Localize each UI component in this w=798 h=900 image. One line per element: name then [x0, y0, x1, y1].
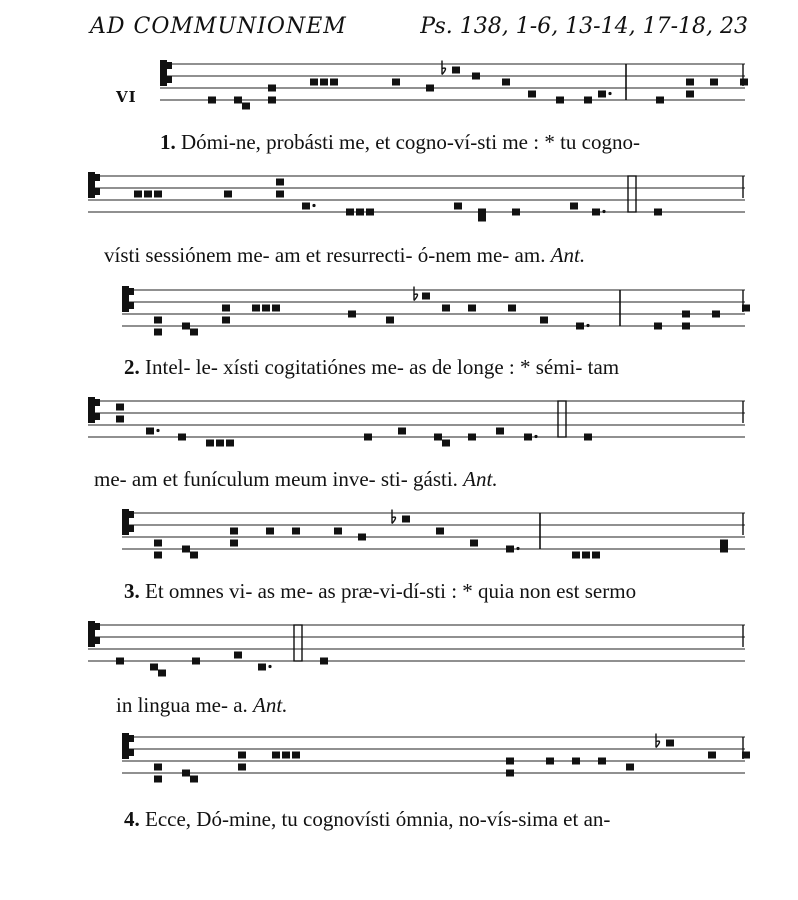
lyric-text: vísti sessiónem me- am et resurrecti- ó-nem me- am.	[104, 243, 546, 267]
neume	[230, 540, 238, 547]
flat-sign	[414, 287, 418, 301]
neume	[154, 552, 162, 559]
neume	[592, 552, 600, 559]
neume	[398, 428, 406, 435]
neume	[468, 434, 476, 441]
neume	[436, 528, 444, 535]
lyric-line-5	[124, 578, 636, 604]
do-clef	[88, 172, 100, 198]
neume	[310, 79, 318, 86]
neume	[146, 428, 154, 435]
lyric-text: Et omnes vi- as me- as præ-vi-dí-sti : * quia non est sermo	[145, 579, 637, 603]
lyric-text: in lingua me- a.	[116, 693, 248, 717]
neume	[222, 317, 230, 324]
neume	[570, 203, 578, 210]
neume	[422, 293, 430, 300]
neume	[540, 317, 548, 324]
neume	[276, 179, 284, 186]
neume	[386, 317, 394, 324]
neume	[182, 770, 190, 777]
neume	[208, 97, 216, 104]
neume	[666, 740, 674, 747]
mode-label: VI	[116, 88, 137, 106]
neume	[598, 91, 606, 98]
neume	[206, 440, 214, 447]
page-header	[90, 14, 748, 44]
neume	[686, 79, 694, 86]
neume	[190, 329, 198, 336]
page-title: AD COMMUNIONEM	[90, 14, 347, 39]
neume	[348, 311, 356, 318]
staff-line-5	[122, 509, 745, 557]
verse-number: 2.	[124, 355, 140, 379]
neume	[556, 97, 564, 104]
neume	[292, 528, 300, 535]
neume	[134, 191, 142, 198]
neume	[512, 209, 520, 216]
neume	[154, 317, 162, 324]
lyric-line-4	[94, 466, 498, 492]
neume	[154, 764, 162, 771]
lyric-text: Intel- le- xísti cogitatiónes me- as de longe : * sémi- tam	[145, 355, 620, 379]
neume	[190, 776, 198, 783]
neume	[708, 752, 716, 759]
neume	[452, 67, 460, 74]
neume	[710, 79, 718, 86]
staff-line-6	[88, 621, 745, 669]
neume	[302, 203, 310, 210]
neume	[238, 764, 246, 771]
neume	[182, 323, 190, 330]
psalm-reference: Ps. 138, 1-6, 13-14, 17-18, 23	[420, 14, 748, 39]
lyric-text: Ecce, Dó-mine, tu cognovísti ómnia, no-vís-sima et an-	[145, 807, 611, 831]
neume	[508, 305, 516, 312]
neume	[506, 758, 514, 765]
neume	[528, 91, 536, 98]
neume	[238, 752, 246, 759]
neume	[478, 209, 486, 216]
neume	[576, 323, 584, 330]
neume	[524, 434, 532, 441]
neume	[654, 209, 662, 216]
morae-dot	[268, 665, 271, 668]
neume	[654, 323, 662, 330]
staff-line-7	[122, 733, 745, 781]
flat-sign	[656, 734, 660, 748]
neume	[454, 203, 462, 210]
neume	[712, 311, 720, 318]
flat-sign	[392, 510, 396, 524]
neume	[720, 540, 728, 547]
neume	[442, 305, 450, 312]
neume	[154, 191, 162, 198]
do-clef	[122, 286, 134, 312]
staff-line-2	[88, 172, 745, 220]
neume	[182, 546, 190, 553]
neume	[478, 215, 486, 222]
lyric-line-3	[124, 354, 619, 380]
neume	[572, 552, 580, 559]
do-clef	[122, 509, 134, 535]
neume	[402, 516, 410, 523]
neume	[272, 305, 280, 312]
neume	[434, 434, 442, 441]
staff-line-3	[122, 286, 745, 334]
neume	[292, 752, 300, 759]
neume	[190, 552, 198, 559]
neume	[230, 528, 238, 535]
neume	[234, 97, 242, 104]
neume	[582, 552, 590, 559]
neume	[584, 97, 592, 104]
neume	[626, 764, 634, 771]
morae-dot	[608, 92, 611, 95]
lyric-line-6	[116, 692, 287, 718]
verse-number: 4.	[124, 807, 140, 831]
do-clef	[88, 397, 100, 423]
lyric-line-2	[104, 242, 585, 268]
double-bar	[628, 176, 636, 212]
antiphon-marker: Ant.	[550, 243, 586, 267]
neume	[116, 416, 124, 423]
neume	[366, 209, 374, 216]
neume	[546, 758, 554, 765]
neume	[216, 440, 224, 447]
staff-line-4	[88, 397, 745, 445]
neume	[150, 664, 158, 671]
neume	[364, 434, 372, 441]
morae-dot	[534, 435, 537, 438]
lyric-line-7	[124, 806, 610, 832]
verse-number: 1.	[160, 130, 176, 154]
neume	[154, 776, 162, 783]
flat-sign	[442, 61, 446, 75]
neume	[442, 440, 450, 447]
neume	[242, 103, 250, 110]
do-clef	[160, 60, 172, 86]
neume	[330, 79, 338, 86]
double-bar	[558, 401, 566, 437]
staff-line-1	[160, 60, 745, 108]
double-bar	[294, 625, 302, 661]
neume	[572, 758, 580, 765]
neume	[506, 546, 514, 553]
neume	[496, 428, 504, 435]
neume	[144, 191, 152, 198]
neume	[192, 658, 200, 665]
antiphon-marker: Ant.	[253, 693, 288, 717]
neume	[468, 305, 476, 312]
neume	[158, 670, 166, 677]
neume	[392, 79, 400, 86]
neume	[346, 209, 354, 216]
neume	[222, 305, 230, 312]
neume	[226, 440, 234, 447]
neume	[740, 79, 748, 86]
neume	[154, 329, 162, 336]
neume	[282, 752, 290, 759]
morae-dot	[516, 547, 519, 550]
neume	[334, 528, 342, 535]
neume	[584, 434, 592, 441]
neume	[262, 305, 270, 312]
antiphon-marker: Ant.	[463, 467, 498, 491]
neume	[268, 97, 276, 104]
neume	[234, 652, 242, 659]
neume	[272, 752, 280, 759]
neume	[656, 97, 664, 104]
neume	[682, 323, 690, 330]
lyric-line-1	[160, 129, 640, 155]
neume	[178, 434, 186, 441]
neume	[116, 658, 124, 665]
neume	[502, 79, 510, 86]
neume	[320, 658, 328, 665]
neume	[358, 534, 366, 541]
neume	[276, 191, 284, 198]
do-clef	[88, 621, 100, 647]
neume	[592, 209, 600, 216]
neume	[506, 770, 514, 777]
neume	[472, 73, 480, 80]
neume	[320, 79, 328, 86]
lyric-text: me- am et funículum meum inve- sti- gásti.	[94, 467, 458, 491]
neume	[116, 404, 124, 411]
morae-dot	[312, 204, 315, 207]
morae-dot	[156, 429, 159, 432]
neume	[682, 311, 690, 318]
morae-dot	[602, 210, 605, 213]
neume	[356, 209, 364, 216]
neume	[258, 664, 266, 671]
neume	[598, 758, 606, 765]
neume	[470, 540, 478, 547]
neume	[224, 191, 232, 198]
neume	[426, 85, 434, 92]
neume	[266, 528, 274, 535]
verse-number: 3.	[124, 579, 140, 603]
neume	[154, 540, 162, 547]
neume	[686, 91, 694, 98]
neume	[268, 85, 276, 92]
do-clef	[122, 733, 134, 759]
morae-dot	[586, 324, 589, 327]
lyric-text: Dómi-ne, probásti me, et cogno-ví-sti me : * tu cogno-	[181, 130, 640, 154]
neume	[720, 546, 728, 553]
neume	[252, 305, 260, 312]
